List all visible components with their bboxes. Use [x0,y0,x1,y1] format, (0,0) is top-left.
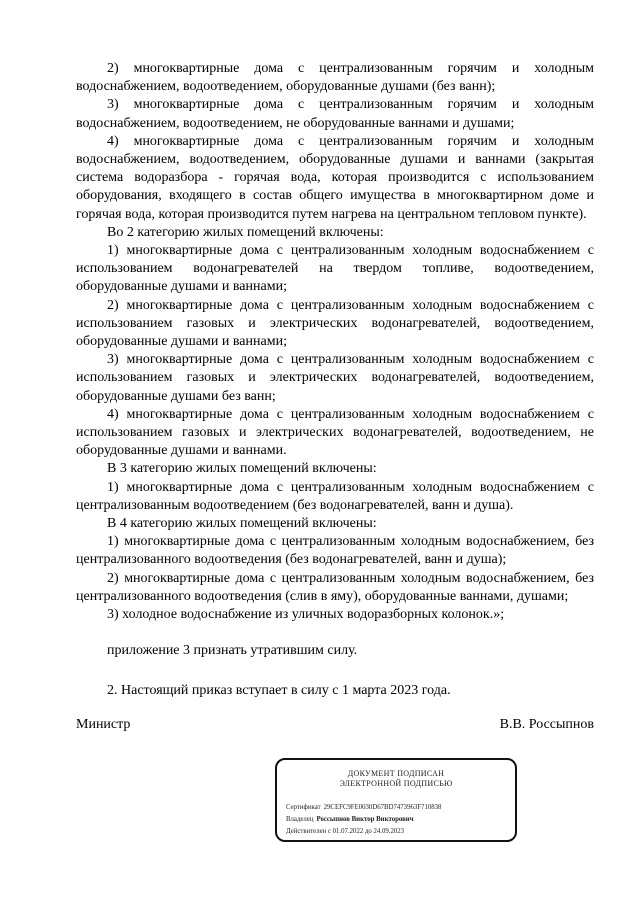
stamp-owner-label: Владелец [286,816,314,823]
section-heading: В 4 категорию жилых помещений включены: [107,516,377,532]
list-item: 2) многоквартирные дома с централизованным холодным водоснабжением, без централизованного водоотведения (слив в яму), оборудованные ваннами, душами; [76,570,594,604]
appendix-clause: приложение 3 признать утратившим силу. [107,643,358,659]
effective-date-clause: 2. Настоящий приказ вступает в силу с 1 марта 2023 года. [107,682,451,698]
list-item: 3) многоквартирные дома с централизованным горячим и холодным водоснабжением, водоотведением, не оборудованные ваннами и душами; [76,97,594,131]
stamp-title [277,769,515,789]
signature-block [76,716,594,734]
list-item: 1) многоквартирные дома с централизованным холодным водоснабжением, без централизованного водоотведения (без водонагревателей, ванн и душа); [76,534,594,568]
section-heading: Во 2 категорию жилых помещений включены: [107,224,384,240]
signer-name: В.В. Россыпнов [499,717,594,732]
signer-position: Министр [76,717,131,732]
stamp-validity: Действителен с 01.07.2022 до 24.09.2023 [286,828,405,835]
section-heading: В 3 категорию жилых помещений включены: [107,461,377,477]
list-item: 1) многоквартирные дома с централизованным холодным водоснабжением с использованием водонагревателей на твердом топливе, водоотведением, оборудованные душами и ваннами; [76,243,594,295]
list-item: 4) многоквартирные дома с централизованным горячим и холодным водоснабжением, водоотведением, оборудованные душами и ваннами (закрытая система водоразбора - горячая вода, которая производится с использованием оборудования, входящего в состав общего имущества в многоквартирном доме и горячая вода, которая производится путем нагрева на центральном тепловом пункте). [76,133,594,222]
stamp-owner-value: Россыпнов Виктор Викторович [316,816,414,823]
list-item: 1) многоквартирные дома с централизованным холодным водоснабжением с централизованным водоотведением (без водонагревателей, ванн и душа). [76,479,594,513]
electronic-signature-stamp [275,758,517,842]
list-item: 3) холодное водоснабжение из уличных водоразборных колонок.»; [107,607,505,623]
list-item: 2) многоквартирные дома с централизованным горячим и холодным водоснабжением, водоотведением, оборудованные душами (без ванн); [76,61,594,95]
list-item: 4) многоквартирные дома с централизованным холодным водоснабжением с использованием газовых и электрических водонагревателей, водоотведением, не оборудованные душами и ваннами. [76,406,594,459]
stamp-certificate-value: 29CEFC9FE0030D67BD7473963F710838 [323,804,442,811]
stamp-title-line: ДОКУМЕНТ ПОДПИСАН [347,769,445,778]
stamp-certificate-row [286,802,509,814]
document-body [76,60,594,700]
stamp-owner-row [286,814,509,826]
list-item: 2) многоквартирные дома с централизованным холодным водоснабжением с использованием газовых и электрических водонагревателей, водоотведением, оборудованные душами и ваннами; [76,297,594,350]
stamp-title-line: ЭЛЕКТРОННОЙ ПОДПИСЬЮ [339,779,453,788]
stamp-details [286,802,509,838]
stamp-certificate-label: Сертификат [286,804,321,811]
list-item: 3) многоквартирные дома с централизованным холодным водоснабжением с использованием газовых и электрических водонагревателей, водоотведением, оборудованные душами без ванн; [76,352,594,404]
